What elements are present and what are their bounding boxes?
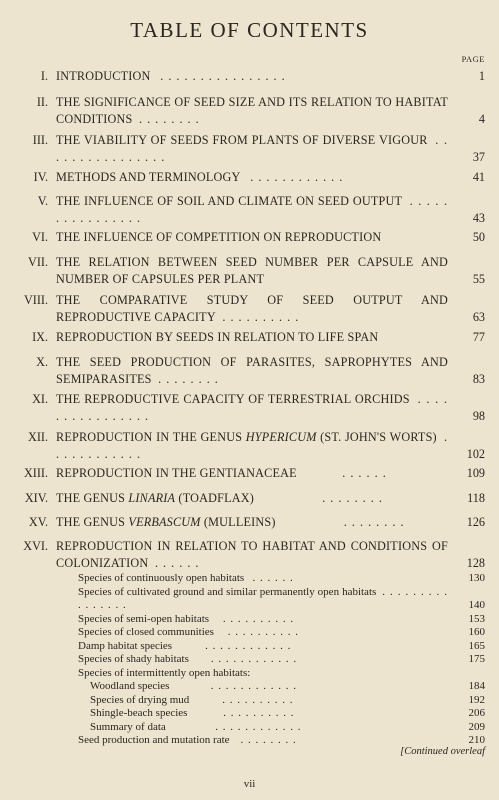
- page-column-header: PAGE: [461, 54, 485, 64]
- chapter-number: IX.: [32, 330, 48, 344]
- chapter-number: III.: [32, 133, 48, 147]
- chapter-number: V.: [37, 194, 48, 208]
- chapter-number: VI.: [32, 230, 48, 244]
- chapter-number: IV.: [33, 170, 48, 184]
- page-number: 209: [468, 720, 485, 733]
- chapter-title: THE GENUS VERBASCUM (MULLEINS) . . . . . . . .: [56, 515, 405, 529]
- chapter-title: THE VIABILITY OF SEEDS FROM PLANTS OF DIVERSE VIGOUR . . . . . . . . . . . . . . . .: [56, 133, 448, 164]
- chapter-number: I.: [40, 69, 48, 83]
- page-number: 153: [468, 612, 485, 625]
- chapter-number: VII.: [28, 255, 48, 269]
- page-number: 50: [472, 230, 485, 244]
- page-number: 83: [472, 371, 485, 386]
- chapter-title: THE INFLUENCE OF SOIL AND CLIMATE ON SEED OUTPUT . . . . . . . . . . . . . . . .: [56, 194, 448, 225]
- chapter-title: REPRODUCTION IN THE GENUS HYPERICUM (ST. JOHN'S WORTS) . . . . . . . . . . . .: [56, 430, 449, 461]
- continued-note: [Continued overleaf: [400, 746, 485, 757]
- page-number: 63: [472, 309, 485, 324]
- chapter-title: THE COMPARATIVE STUDY OF SEED OUTPUT AND REPRODUCTIVE CAPACITY . . . . . . . . . .: [56, 293, 448, 324]
- page-number: 41: [472, 170, 485, 184]
- page-number: 128: [466, 555, 485, 570]
- chapter-title: THE SEED PRODUCTION OF PARASITES, SAPROPHYTES AND SEMIPARASITES . . . . . . . .: [56, 355, 448, 386]
- chapter-number: XIII.: [23, 466, 48, 480]
- chapter-title: METHODS AND TERMINOLOGY . . . . . . . . . . . .: [56, 170, 344, 184]
- chapter-title: REPRODUCTION BY SEEDS IN RELATION TO LIFE SPAN: [56, 330, 379, 344]
- page-number: 4: [478, 111, 485, 126]
- chapter-number: II.: [36, 95, 48, 109]
- chapter-number: XII.: [28, 430, 48, 444]
- chapter-number: XI.: [32, 392, 48, 406]
- chapter-title: THE REPRODUCTIVE CAPACITY OF TERRESTRIAL ORCHIDS . . . . . . . . . . . . . . . .: [56, 392, 449, 423]
- page-number: 140: [468, 599, 485, 611]
- page-number: 160: [468, 626, 485, 638]
- page-title: TABLE OF CONTENTS: [130, 18, 369, 42]
- page-number: 192: [468, 693, 485, 706]
- chapter-title: THE INFLUENCE OF COMPETITION ON REPRODUCTION: [56, 230, 382, 244]
- toc-page: TABLE OF CONTENTS PAGE I. INTRODUCTION . . . . . . . . . . . . . . . . 1 II. THE SIGNIFICANCE OF SEED SIZE AND ITS RELATION TO HABITAT CONDITIONS . . . . . . . . 4 III. THE VIABILITY OF SEEDS FROM PLANTS OF DIVERSE VIGOUR . . . . . . . . . . . . . . . . 37 IV. METHODS AND TERMINOLOGY . . . . . . . . . . . . 41 V. THE INFLUENCE OF SOIL AND CLIMATE ON SEED OUTPUT . . . . . . . . . . . . . . . . 43 VI. THE INFLUENCE OF COMPETITION ON REPRODUCTION 50 VII. THE RELATION BETWEEN SEED NUMBER PER CAPSULE AND NUMBER OF CAPSULES PER PLANT 55 VIII. THE COMPARATIVE STUDY OF SEED OUTPUT AND REPRODUCTIVE CAPACITY . . . . . . . . . . 63 IX. REPRODUCTION BY SEEDS IN RELATION TO LIFE SPAN 77 X. THE SEED PRODUCTION OF PARASITES, SAPROPHYTES AND SEMIPARASITES . . . . . . . . 83 XI. THE REPRODUCTIVE CAPACITY OF TERRESTRIAL ORCHIDS . . . . . . . . . . . . . . . . 98 XII. REPRODUCTION IN THE GENUS HYPERICUM (ST. JOHN'S WORTS) . . . . . . . . . . . . 102 XIII. REPRODUCTION IN THE GENTIANACEAE . . . . . . 109 XIV. THE GENUS LINARIA (TOADFLAX) . . . . . . . . 118 XV. THE GENUS VERBASCUM (MULLEINS) . . . . . . . . 126 XVI. REPRODUCTION IN RELATION TO HABITAT AND CONDITIONS OF COLONIZATION . . . . . . 128 Species of continuously open habitats . . . . . . 130 Species of cultivated ground and similar permanently open habitats . . . . . . . . . . . . . . . . 140 Species of semi-open habitats . . . . . . . . . . 153 Species of closed communities . . . . . . . . . . 160 Damp habitat species . . . . . . . . . . . . 165 Species of shady habitats . . . . . . . . . . . . 175 Species of intermittently open habitats: Woodland species . . . . . . . . . . . . 184 Species of drying mud . . . . . . . . . . 192 Shingle-beach species . . . . . . . . . . 206 Summary of data . . . . . . . . . . . . 209 Seed production and mutation rate . . . . . . . . 210 [Continued overleaf vii: [0, 0, 499, 800]
- page-number: 184: [468, 680, 485, 692]
- page-number: 130: [468, 572, 485, 584]
- page-folio: vii: [243, 778, 256, 790]
- page-number: 1: [478, 69, 485, 83]
- page-number: 102: [466, 446, 485, 461]
- chapter-number: XV.: [28, 515, 48, 529]
- chapter-title: INTRODUCTION . . . . . . . . . . . . . . . .: [56, 69, 286, 83]
- chapter-number: XIV.: [24, 491, 48, 505]
- chapter-number: VIII.: [23, 293, 48, 307]
- page-number: 37: [472, 149, 485, 164]
- chapter-title: REPRODUCTION IN THE GENTIANACEAE . . . . . .: [56, 466, 387, 480]
- chapter-title: REPRODUCTION IN RELATION TO HABITAT AND CONDITIONS OF COLONIZATION . . . . . .: [56, 539, 448, 570]
- page-number: 43: [472, 210, 485, 225]
- page-number: 210: [468, 734, 485, 746]
- chapter-title: THE RELATION BETWEEN SEED NUMBER PER CAPSULE AND NUMBER OF CAPSULES PER PLANT: [56, 255, 448, 286]
- chapter-title: THE GENUS LINARIA (TOADFLAX) . . . . . . . .: [56, 491, 383, 505]
- page-number: 55: [472, 271, 485, 286]
- page-number: 165: [468, 639, 485, 652]
- chapter-title: THE SIGNIFICANCE OF SEED SIZE AND ITS RELATION TO HABITAT CONDITIONS . . . . . . . .: [56, 95, 448, 126]
- page-number: 109: [466, 466, 485, 480]
- chapter-number: X.: [36, 355, 48, 369]
- page-number: 118: [467, 491, 485, 505]
- page-number: 126: [466, 515, 485, 529]
- page-number: 175: [468, 653, 485, 665]
- page-number: 77: [472, 330, 485, 344]
- page-number: 206: [468, 707, 485, 719]
- page-number: 98: [472, 408, 485, 423]
- chapter-number: XVI.: [23, 539, 48, 553]
